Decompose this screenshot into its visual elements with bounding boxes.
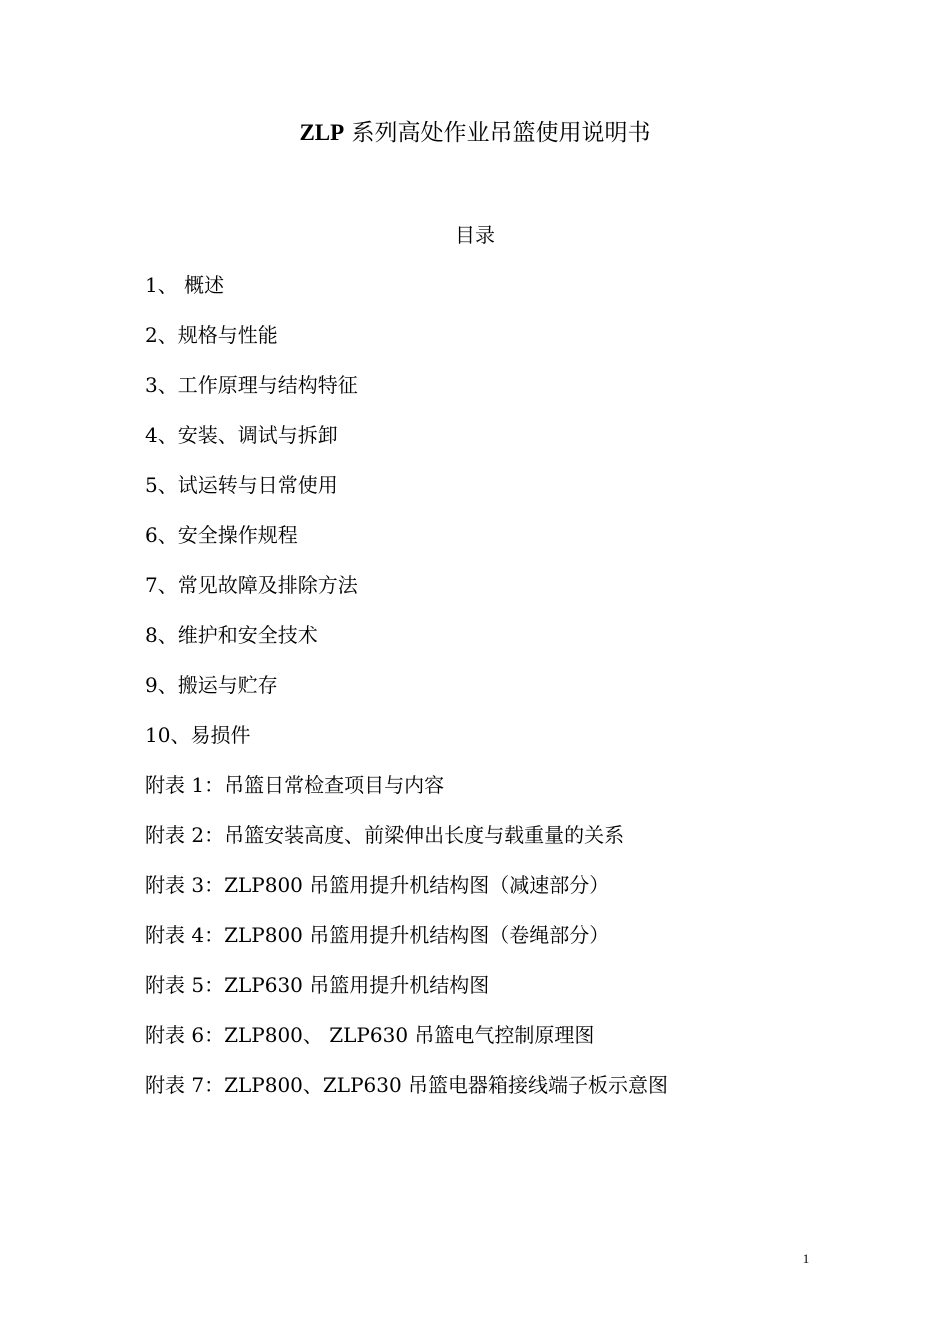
document-title-model: ZLP xyxy=(299,120,345,145)
toc-item: 附表 6：ZLP800、 ZLP630 吊篮电气控制原理图 xyxy=(145,1023,595,1047)
toc-item: 7、常见故障及排除方法 xyxy=(145,573,358,597)
toc-item: 8、维护和安全技术 xyxy=(145,623,318,647)
table-of-contents xyxy=(145,270,668,1120)
toc-item: 4、安装、调试与拆卸 xyxy=(145,423,338,447)
toc-item: 附表 4：ZLP800 吊篮用提升机结构图（卷绳部分） xyxy=(145,923,610,947)
toc-item: 附表 5：ZLP630 吊篮用提升机结构图 xyxy=(145,973,490,997)
document-title-text: 系列高处作业吊篮使用说明书 xyxy=(344,120,651,146)
toc-item: 2、规格与性能 xyxy=(145,323,278,347)
toc-item: 附表 1：吊篮日常检查项目与内容 xyxy=(145,773,445,797)
toc-item: 附表 2：吊篮安装高度、前梁伸出长度与载重量的关系 xyxy=(145,823,625,847)
toc-item: 1、 概述 xyxy=(145,273,225,297)
toc-item: 附表 7：ZLP800、ZLP630 吊篮电器箱接线端子板示意图 xyxy=(145,1073,669,1097)
document-title xyxy=(0,116,950,150)
page-number: 1 xyxy=(802,1251,810,1266)
toc-item: 附表 3：ZLP800 吊篮用提升机结构图（减速部分） xyxy=(145,873,610,897)
toc-item: 5、试运转与日常使用 xyxy=(145,473,338,497)
toc-heading: 目录 xyxy=(455,223,495,247)
toc-item: 3、工作原理与结构特征 xyxy=(145,373,358,397)
toc-item: 10、易损件 xyxy=(145,723,251,747)
toc-item: 9、搬运与贮存 xyxy=(145,673,278,697)
toc-item: 6、安全操作规程 xyxy=(145,523,298,547)
